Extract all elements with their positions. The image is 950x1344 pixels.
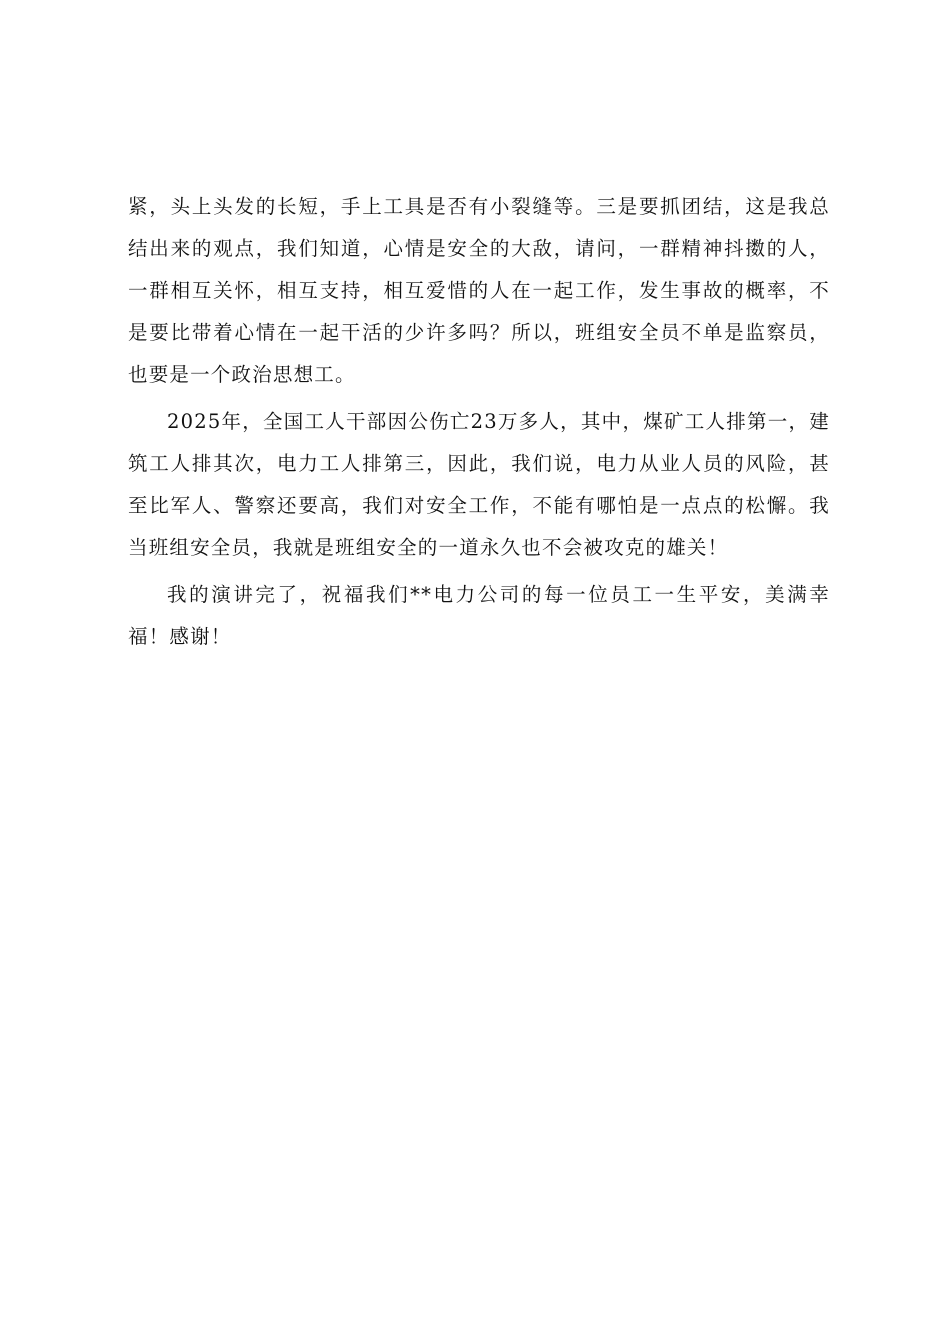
- paragraph-closing: 我的演讲完了，祝福我们**电力公司的每一位员工一生平安，美满幸福！感谢！: [128, 583, 830, 648]
- paragraph-statistics: 2025年，全国工人干部因公伤亡23万多人，其中，煤矿工人排第一，建筑工人排其次，电力工人排第三，因此，我们说，电力从业人员的风险，甚至比军人、警察还要高，我们对安全工作，不能有哪怕是一点点的松懈。我当班组安全员，我就是班组安全的一道永久也不会被攻克的雄关！: [128, 410, 830, 559]
- paragraph-continuation: 紧，头上头发的长短，手上工具是否有小裂缝等。三是要抓团结，这是我总结出来的观点，我们知道，心情是安全的大敌，请问，一群精神抖擞的人，一群相互关怀，相互支持，相互爱惜的人在一起工作，发生事故的概率，不是要比带着心情在一起干活的少许多吗？所以，班组安全员不单是监察员，也要是一个政治思想工。: [128, 195, 830, 386]
- document-body: [128, 186, 830, 663]
